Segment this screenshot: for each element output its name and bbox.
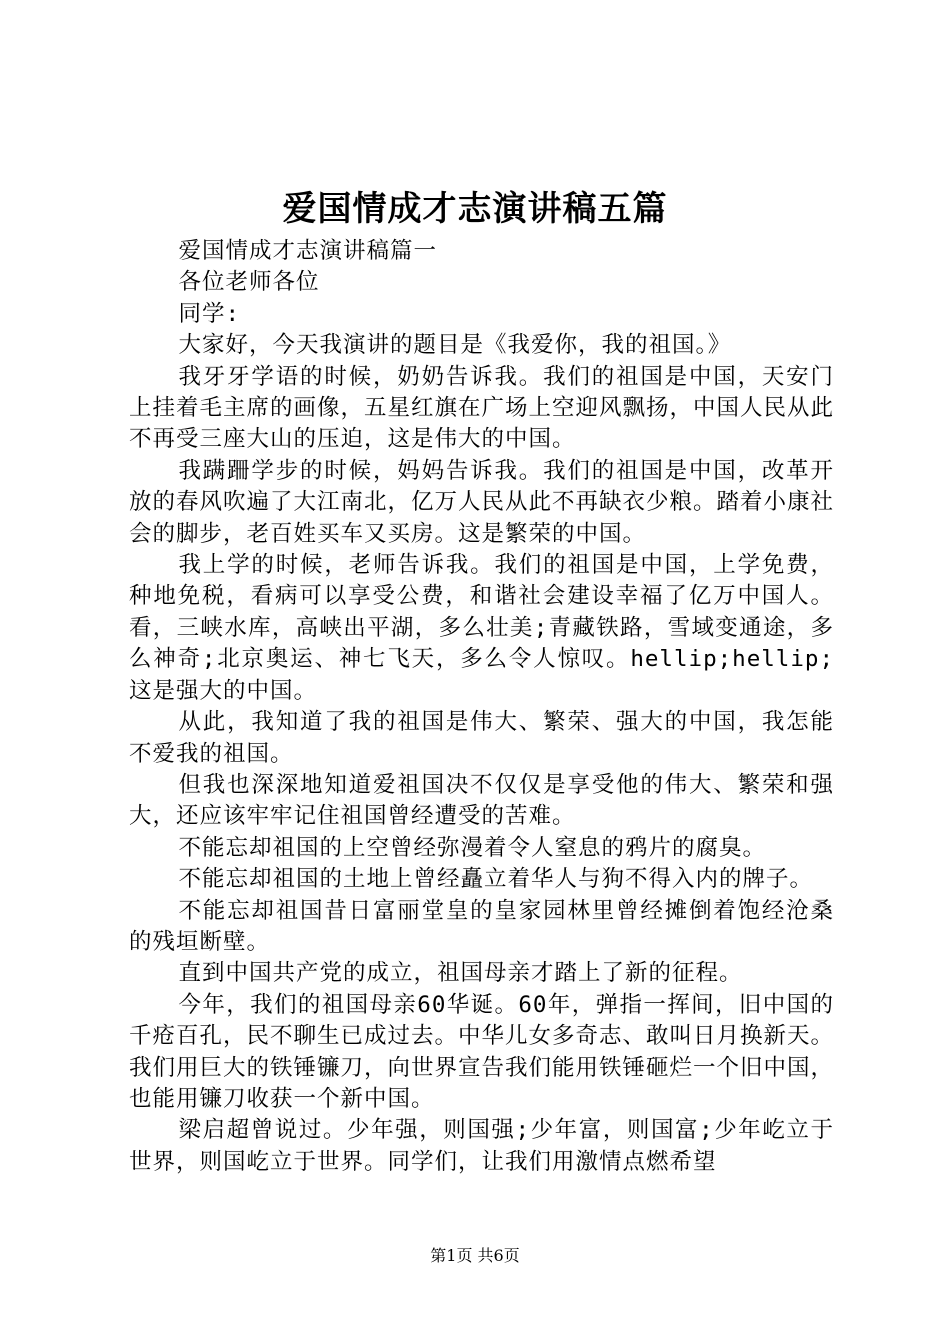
- document-body: [129, 236, 834, 1178]
- paragraph-2: 各位老师各位: [178, 269, 320, 296]
- paragraph-15: 梁启超曾说过。少年强，则国强;少年富，则国富;少年屹立于世界，则国屹立于世界。同学们，让我们用激情点燃希望: [129, 1117, 834, 1175]
- paragraph-8: 从此，我知道了我的祖国是伟大、繁荣、强大的中国，我怎能不爱我的祖国。: [129, 709, 834, 767]
- paragraph-14: 今年，我们的祖国母亲60华诞。60年，弹指一挥间，旧中国的千疮百孔，民不聊生已成过去。中华儿女多奇志、敢叫日月换新天。我们用巨大的铁锤镰刀，向世界宣告我们能用铁锤砸烂一个旧中国，也能用镰刀收获一个新中国。: [129, 991, 835, 1112]
- paragraph-4: 大家好，今天我演讲的题目是《我爱你，我的祖国。》: [178, 332, 732, 359]
- paragraph-7: 我上学的时候，老师告诉我。我们的祖国是中国，上学免费，种地免税，看病可以享受公费，和谐社会建设幸福了亿万中国人。看，三峡水库，高峡出平湖，多么壮美;青藏铁路，雪域变通途，多么神奇;北京奥运、神七飞天，多么令人惊叹。hellip;hellip;这是强大的中国。: [129, 552, 834, 704]
- paragraph-6: 我蹒跚学步的时候，妈妈告诉我。我们的祖国是中国，改革开放的春风吹遍了大江南北，亿万人民从此不再缺衣少粮。踏着小康社会的脚步，老百姓买车又买房。这是繁荣的中国。: [129, 457, 835, 547]
- page-footer: 第1页 共6页: [430, 1246, 520, 1265]
- paragraph-3: 同学:: [178, 300, 241, 327]
- paragraph-12: 不能忘却祖国昔日富丽堂皇的皇家园林里曾经摊倒着饱经沧桑的残垣断壁。: [129, 897, 834, 955]
- paragraph-5: 我牙牙学语的时候，奶奶告诉我。我们的祖国是中国，天安门上挂着毛主席的画像，五星红旗在广场上空迎风飘扬，中国人民从此不再受三座大山的压迫，这是伟大的中国。: [129, 363, 835, 453]
- paragraph-1: 爱国情成才志演讲稿篇一: [178, 238, 438, 264]
- document-title: 爱国情成才志演讲稿五篇: [282, 189, 668, 229]
- paragraph-11: 不能忘却祖国的土地上曾经矗立着华人与狗不得入内的牌子。: [178, 866, 814, 893]
- paragraph-10: 不能忘却祖国的上空曾经弥漫着令人窒息的鸦片的腐臭。: [178, 834, 767, 861]
- paragraph-9: 但我也深深地知道爱祖国决不仅仅是享受他的伟大、繁荣和强大，还应该牢牢记住祖国曾经遭受的苦难。: [129, 771, 834, 830]
- paragraph-13: 直到中国共产党的成立，祖国母亲才踏上了新的征程。: [178, 960, 743, 987]
